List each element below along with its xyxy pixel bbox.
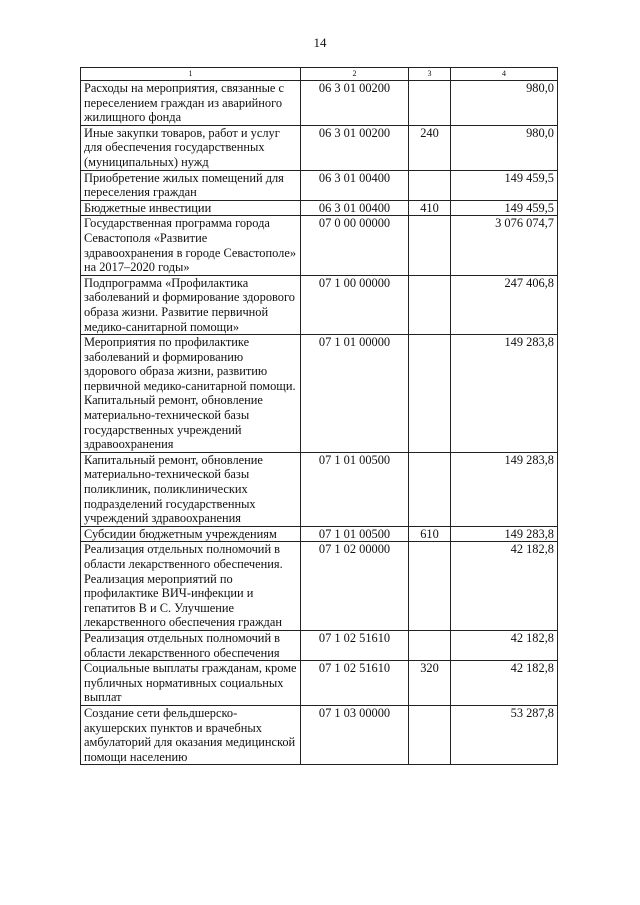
row-code: 07 1 01 00500 <box>301 526 409 542</box>
row-name: Реализация отдельных полномочий в области лекарственного обеспечения. Реализация мероприятий по профилактике ВИЧ-инфекции и гепатитов В и С. Улучшение лекарственного обеспечения граждан <box>81 542 301 631</box>
row-code: 06 3 01 00200 <box>301 125 409 170</box>
table-row <box>81 705 558 764</box>
page-number: 14 <box>313 35 327 50</box>
row-code: 07 0 00 00000 <box>301 216 409 275</box>
table-row <box>81 452 558 526</box>
row-code: 06 3 01 00400 <box>301 170 409 200</box>
row-vr: 240 <box>409 125 451 170</box>
row-name: Государственная программа города Севастополя «Развитие здравоохранения в городе Севастополе» на 2017–2020 годы» <box>81 216 301 275</box>
table-header-row <box>81 68 558 81</box>
row-name: Капитальный ремонт, обновление материально-технической базы поликлиник, поликлинических подразделений государственных учреждений здравоохранения <box>81 452 301 526</box>
row-code: 07 1 01 00500 <box>301 452 409 526</box>
row-code: 07 1 02 51610 <box>301 661 409 706</box>
row-name: Реализация отдельных полномочий в области лекарственного обеспечения <box>81 630 301 660</box>
row-vr <box>409 170 451 200</box>
row-amount: 149 283,8 <box>451 526 558 542</box>
row-code: 07 1 02 51610 <box>301 630 409 660</box>
row-amount: 247 406,8 <box>451 275 558 334</box>
row-code: 07 1 02 00000 <box>301 542 409 631</box>
budget-table <box>80 67 558 765</box>
row-vr: 320 <box>409 661 451 706</box>
row-name: Мероприятия по профилактике заболеваний и формированию здорового образа жизни, развитию первичной медико-санитарной помощи. Капитальный ремонт, обновление материально-технической базы государственных учреждений здравоохранения <box>81 335 301 453</box>
row-code: 07 1 00 00000 <box>301 275 409 334</box>
row-amount: 149 459,5 <box>451 170 558 200</box>
column-header-1: 1 <box>81 68 301 81</box>
row-name: Иные закупки товаров, работ и услуг для обеспечения государственных (муниципальных) нужд <box>81 125 301 170</box>
table-row <box>81 216 558 275</box>
row-code: 06 3 01 00200 <box>301 81 409 126</box>
row-vr <box>409 542 451 631</box>
row-name: Субсидии бюджетным учреждениям <box>81 526 301 542</box>
row-name: Бюджетные инвестиции <box>81 200 301 216</box>
row-vr: 410 <box>409 200 451 216</box>
row-name: Расходы на мероприятия, связанные с переселением граждан из аварийного жилищного фонда <box>81 81 301 126</box>
row-name: Создание сети фельдшерско-акушерских пунктов и врачебных амбулаторий для оказания медицинской помощи населению <box>81 705 301 764</box>
row-amount: 980,0 <box>451 125 558 170</box>
row-vr: 610 <box>409 526 451 542</box>
table-row <box>81 275 558 334</box>
row-vr <box>409 216 451 275</box>
row-name: Приобретение жилых помещений для переселения граждан <box>81 170 301 200</box>
column-header-4: 4 <box>451 68 558 81</box>
table-row <box>81 630 558 660</box>
row-amount: 42 182,8 <box>451 542 558 631</box>
row-amount: 3 076 074,7 <box>451 216 558 275</box>
row-vr <box>409 81 451 126</box>
row-code: 07 1 01 00000 <box>301 335 409 453</box>
row-vr <box>409 452 451 526</box>
table-row <box>81 125 558 170</box>
row-vr <box>409 275 451 334</box>
table-row <box>81 81 558 126</box>
table-row <box>81 542 558 631</box>
row-amount: 42 182,8 <box>451 661 558 706</box>
table-row <box>81 200 558 216</box>
table-row <box>81 335 558 453</box>
row-code: 06 3 01 00400 <box>301 200 409 216</box>
row-vr <box>409 335 451 453</box>
table-row <box>81 170 558 200</box>
row-vr <box>409 705 451 764</box>
row-code: 07 1 03 00000 <box>301 705 409 764</box>
column-header-3: 3 <box>409 68 451 81</box>
column-header-2: 2 <box>301 68 409 81</box>
row-name: Социальные выплаты гражданам, кроме публичных нормативных социальных выплат <box>81 661 301 706</box>
row-name: Подпрограмма «Профилактика заболеваний и формирование здорового образа жизни. Развитие первичной медико-санитарной помощи» <box>81 275 301 334</box>
row-amount: 149 283,8 <box>451 452 558 526</box>
row-amount: 149 283,8 <box>451 335 558 453</box>
row-amount: 149 459,5 <box>451 200 558 216</box>
row-amount: 53 287,8 <box>451 705 558 764</box>
row-amount: 42 182,8 <box>451 630 558 660</box>
row-amount: 980,0 <box>451 81 558 126</box>
row-vr <box>409 630 451 660</box>
table-row <box>81 526 558 542</box>
table-row <box>81 661 558 706</box>
